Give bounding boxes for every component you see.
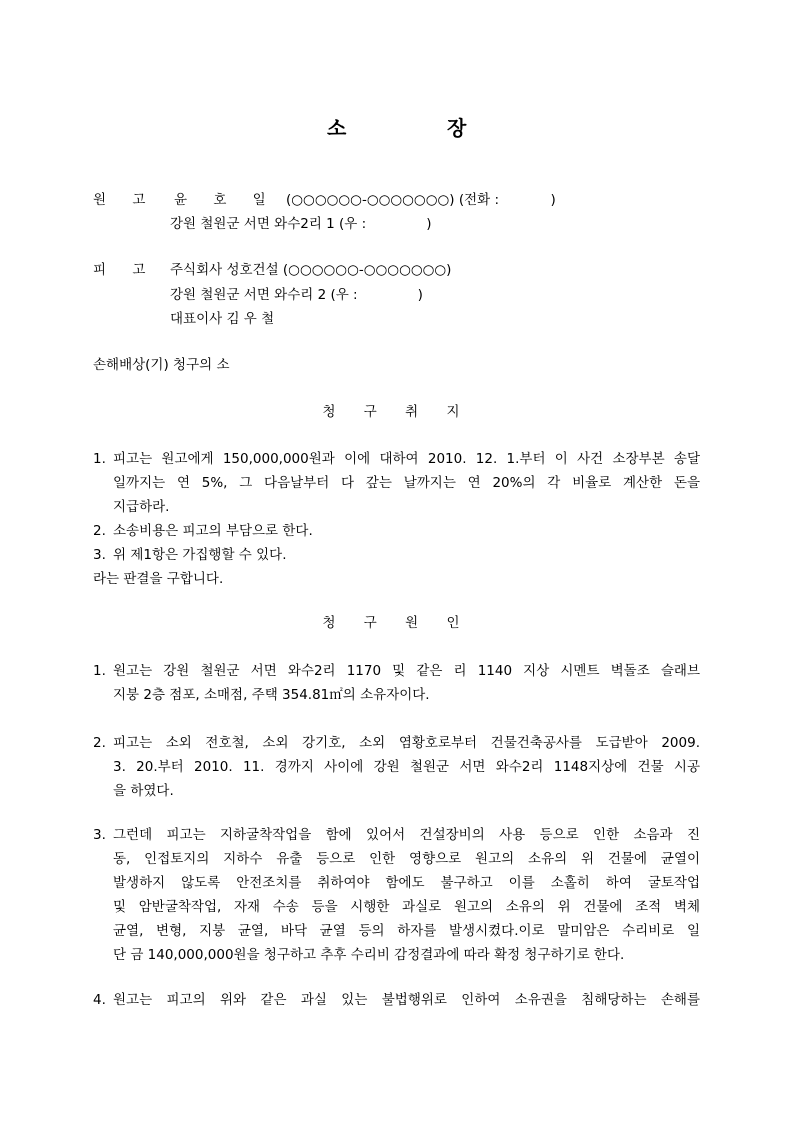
item-line: 균열, 변형, 지붕 균열, 바닥 균열 등의 하자를 발생시켰다.이로 말미암은 수리비로 일: [113, 923, 700, 939]
item-line: 지붕 2층 점포, 소매점, 주택 354.81㎡의 소유자이다.: [113, 687, 430, 703]
item-line: 위 제1항은 가집행할 수 있다.: [113, 547, 287, 563]
item-number: 3.: [93, 547, 106, 563]
item-line: 원고는 피고의 위와 같은 과실 있는 불법행위로 인하여 소유권을 침해당하는 손해를: [113, 992, 700, 1008]
item-line: 단 금 140,000,000원을 청구하고 추후 수리비 감정결과에 따라 확정 청구하기로 한다.: [113, 947, 625, 963]
item-number: 2.: [93, 523, 106, 539]
plaintiff-id-phone: (○○○○○○-○○○○○○○) (전화 : ): [286, 192, 556, 208]
item-line: 동, 인접토지의 지하수 유출 등으로 인한 영향으로 원고의 소유의 위 건물에 균열이: [113, 851, 700, 867]
item-line: 일까지는 연 5%, 그 다음날부터 다 갚는 날까지는 연 20%의 각 비율로 계산한 돈을: [113, 475, 700, 491]
item-line: 을 하였다.: [113, 783, 174, 799]
defendant-representative: 대표이사 김 우 철: [170, 311, 275, 327]
claim-cause-heading: 청 구 원 인: [322, 615, 472, 631]
claim-cause-item-1: [93, 659, 700, 707]
title-char-1: 소: [327, 116, 347, 140]
item-line: 및 암반굴착작업, 자재 수송 등을 시행한 과실로 원고의 소유의 위 건물에 조적 벽체: [113, 899, 700, 915]
claim-purpose-item-1: [93, 447, 700, 519]
title-char-2: 장: [447, 116, 467, 140]
item-line: 피고는 원고에게 150,000,000원과 이에 대하여 2010. 12. 1.부터 이 사건 소장부본 송달: [113, 451, 700, 467]
claim-cause-item-2: [93, 731, 700, 803]
item-number: 2.: [93, 735, 106, 751]
plaintiff-address: 강원 철원군 서면 와수2리 1 (우 : ): [170, 216, 432, 232]
claim-purpose-item-3: [93, 543, 700, 567]
defendant-label: 피 고: [93, 262, 146, 278]
claim-purpose-heading: 청 구 취 지: [322, 404, 472, 420]
item-line: 3. 20.부터 2010. 11. 경까지 사이에 강원 철원군 서면 와수2리 1148지상에 건물 시공: [113, 759, 700, 775]
item-number: 4.: [93, 992, 106, 1008]
case-name: 손해배상(기) 청구의 소: [93, 357, 230, 373]
item-line: 소송비용은 피고의 부담으로 한다.: [113, 523, 313, 539]
claim-cause-item-4: [93, 988, 700, 1012]
item-line: 지급하라.: [113, 499, 170, 515]
item-number: 3.: [93, 827, 106, 843]
claim-purpose-closing: 라는 판결을 구합니다.: [93, 571, 224, 587]
plaintiff-name: 윤 호 일: [174, 192, 266, 208]
document-title: [0, 112, 794, 138]
item-line: 원고는 강원 철원군 서면 와수2리 1170 및 같은 리 1140 지상 시멘트 벽돌조 슬래브: [113, 663, 700, 679]
defendant-name: 주식회사 성호건설 (○○○○○○-○○○○○○○): [170, 262, 452, 278]
item-line: 발생하지 않도록 안전조치를 취하여야 함에도 불구하고 이를 소홀히 하여 굴토작업: [113, 875, 700, 891]
item-number: 1.: [93, 451, 106, 467]
item-line: 피고는 소외 전호철, 소외 강기호, 소외 염황호로부터 건물건축공사를 도급받아 2009.: [113, 735, 700, 751]
item-line: 그런데 피고는 지하굴착작업을 함에 있어서 건설장비의 사용 등으로 인한 소음과 진: [113, 827, 700, 843]
defendant-address: 강원 철원군 서면 와수리 2 (우 : ): [170, 287, 423, 303]
claim-cause-item-3: [93, 823, 700, 967]
claim-purpose-item-2: [93, 519, 700, 543]
item-number: 1.: [93, 663, 106, 679]
plaintiff-label: 원 고: [93, 192, 146, 208]
